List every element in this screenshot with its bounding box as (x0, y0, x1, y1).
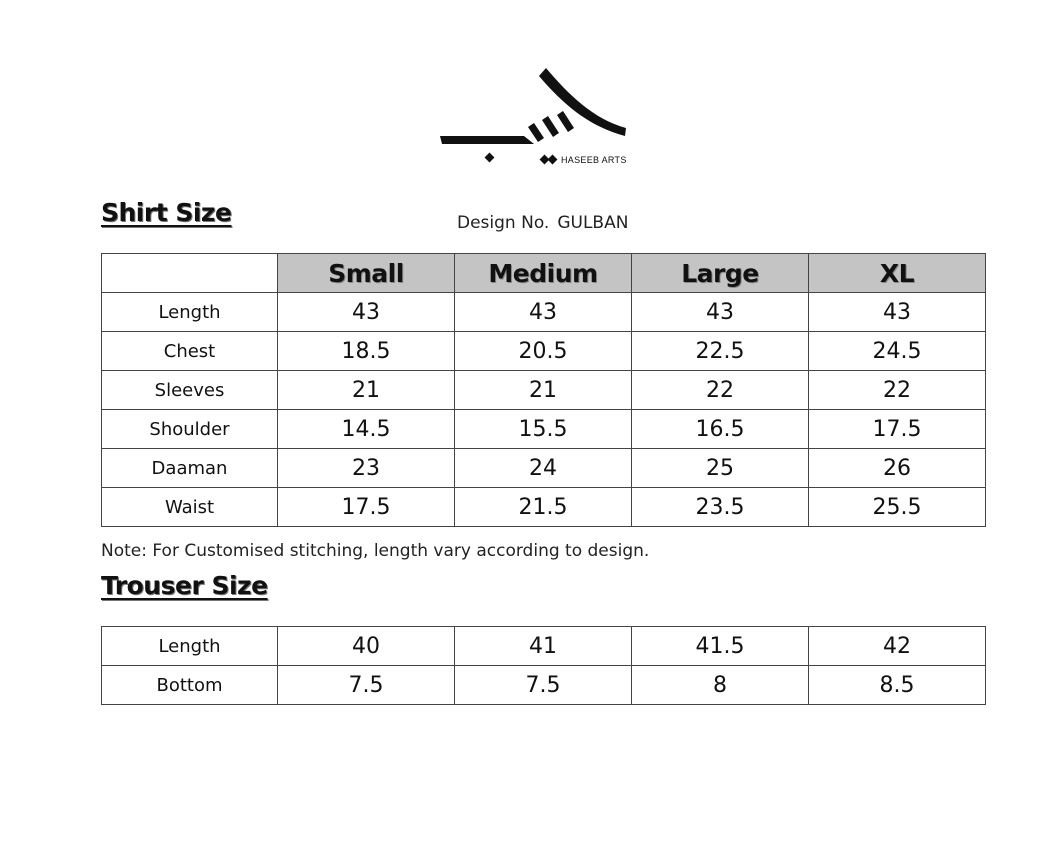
table-cell: 25 (632, 449, 809, 488)
table-cell: 8 (632, 666, 809, 705)
table-cell: 7.5 (278, 666, 455, 705)
table-cell: 25.5 (809, 488, 986, 527)
table-cell: 41 (455, 627, 632, 666)
table-row (102, 627, 986, 666)
table-cell: 21 (278, 371, 455, 410)
table-cell: 41.5 (632, 627, 809, 666)
table-cell: 7.5 (455, 666, 632, 705)
table-cell: 23 (278, 449, 455, 488)
table-cell: 20.5 (455, 332, 632, 371)
column-header: Medium (455, 254, 632, 293)
design-number-value: GULBAN (557, 213, 629, 233)
table-row (102, 332, 986, 371)
table-row (102, 488, 986, 527)
shirt-size-table (101, 253, 986, 527)
row-label: Chest (102, 332, 278, 371)
row-label: Bottom (102, 666, 278, 705)
table-cell: 43 (455, 293, 632, 332)
row-label: Length (102, 627, 278, 666)
table-cell: 17.5 (278, 488, 455, 527)
design-number (457, 213, 628, 233)
row-label: Daaman (102, 449, 278, 488)
table-cell: 15.5 (455, 410, 632, 449)
table-cell: 16.5 (632, 410, 809, 449)
table-cell: 21.5 (455, 488, 632, 527)
table-cell: 43 (809, 293, 986, 332)
table-cell: 22 (632, 371, 809, 410)
table-cell: 21 (455, 371, 632, 410)
table-cell: 24 (455, 449, 632, 488)
table-row (102, 666, 986, 705)
table-row (102, 293, 986, 332)
stitching-note: Note: For Customised stitching, length vary according to design. (101, 541, 650, 561)
table-cell: 18.5 (278, 332, 455, 371)
table-cell: 43 (632, 293, 809, 332)
brand-name: HASEEB ARTS (561, 155, 627, 165)
column-header: XL (809, 254, 986, 293)
table-cell: 22.5 (632, 332, 809, 371)
table-row (102, 410, 986, 449)
table-cell: 26 (809, 449, 986, 488)
row-label: Shoulder (102, 410, 278, 449)
column-header: Large (632, 254, 809, 293)
row-label: Waist (102, 488, 278, 527)
shirt-size-heading: Shirt Size (101, 198, 232, 227)
table-cell: 40 (278, 627, 455, 666)
blank-header-cell (102, 254, 278, 293)
trouser-size-table (101, 626, 986, 705)
trouser-size-heading: Trouser Size (101, 571, 268, 600)
table-row (102, 371, 986, 410)
row-label: Sleeves (102, 371, 278, 410)
table-cell: 14.5 (278, 410, 455, 449)
table-cell: 8.5 (809, 666, 986, 705)
row-label: Length (102, 293, 278, 332)
column-header: Small (278, 254, 455, 293)
design-number-label: Design No. (457, 213, 550, 233)
table-row (102, 449, 986, 488)
table-header-row (102, 254, 986, 293)
table-cell: 42 (809, 627, 986, 666)
table-cell: 24.5 (809, 332, 986, 371)
table-cell: 22 (809, 371, 986, 410)
table-cell: 43 (278, 293, 455, 332)
table-cell: 23.5 (632, 488, 809, 527)
table-cell: 17.5 (809, 410, 986, 449)
